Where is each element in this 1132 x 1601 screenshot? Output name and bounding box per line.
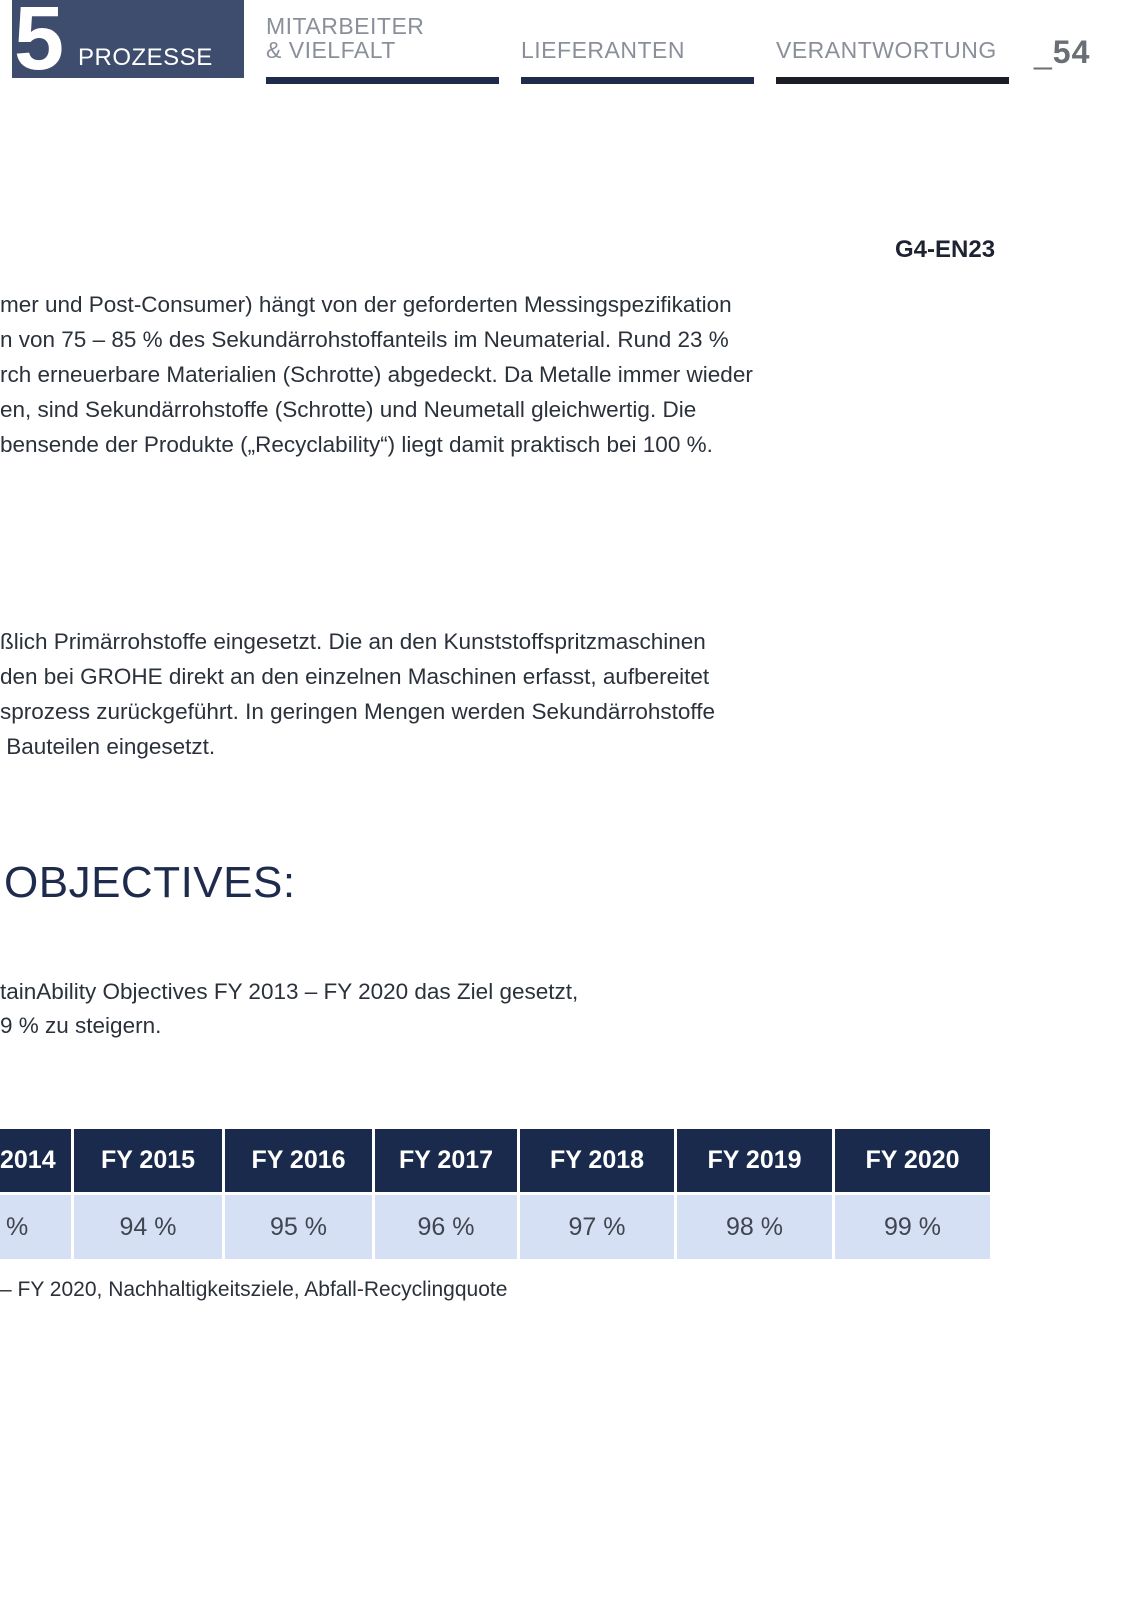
nav-tab-label-line2: & VIELFALT <box>266 37 396 63</box>
paragraph-kunststoff <box>0 624 715 764</box>
text-line: bensende der Produkte („Recyclability“) liegt damit praktisch bei 100 %. <box>0 432 713 457</box>
table-header-cell: FY 2017 <box>375 1129 517 1192</box>
table-cell: 94 % <box>74 1195 222 1259</box>
page-number <box>1034 34 1090 71</box>
nav-tab-underline <box>521 77 754 84</box>
table-header-cell: FY 2015 <box>74 1129 222 1192</box>
table-caption: – FY 2020, Nachhaltigkeitsziele, Abfall-Recyclingquote <box>0 1278 508 1301</box>
table-cell: 97 % <box>520 1195 674 1259</box>
text-line: sprozess zurückgeführt. In geringen Mengen werden Sekundärrohstoffe <box>0 699 716 724</box>
text-line: Bauteilen eingesetzt. <box>0 734 216 759</box>
section-heading: OBJECTIVES: <box>4 858 296 907</box>
table-header-row <box>0 1129 990 1192</box>
text-line: mer und Post-Consumer) hängt von der geforderten Messingspezifikation <box>0 292 732 317</box>
nav-tab-underline <box>266 77 499 84</box>
nav-tab-label-line1: MITARBEITER <box>266 13 425 39</box>
table-header-cell: FY 2020 <box>835 1129 990 1192</box>
table-header-cell: FY 2016 <box>225 1129 372 1192</box>
table-header-cell: FY 2019 <box>677 1129 832 1192</box>
table-row <box>0 1195 990 1259</box>
chapter-number: 5 <box>14 0 63 78</box>
text-line: den bei GROHE direkt an den einzelnen Maschinen erfasst, aufbereitet <box>0 664 710 689</box>
table-cell: 99 % <box>835 1195 990 1259</box>
page-number-value: 54 <box>1052 34 1091 70</box>
nav-tab-lieferanten[interactable] <box>521 38 754 84</box>
text-line: en, sind Sekundärrohstoffe (Schrotte) und Neumetall gleichwertig. Die <box>0 397 697 422</box>
gri-code: G4-EN23 <box>895 236 996 263</box>
nav-tab-underline <box>776 77 1009 84</box>
text-line: tainAbility Objectives FY 2013 – FY 2020 das Ziel gesetzt, <box>0 979 579 1004</box>
text-line: 9 % zu steigern. <box>0 1013 162 1038</box>
table-cell: 96 % <box>375 1195 517 1259</box>
table-cell: 98 % <box>677 1195 832 1259</box>
nav-tab-verantwortung[interactable] <box>776 38 1009 84</box>
page-number-prefix: _ <box>1034 34 1053 70</box>
table-cell: % <box>0 1195 71 1259</box>
nav-tab-mitarbeiter[interactable] <box>266 14 499 84</box>
objectives-table <box>0 1126 993 1262</box>
table-header-cell: 2014 <box>0 1129 71 1192</box>
table-header-cell: FY 2018 <box>520 1129 674 1192</box>
text-line: ßlich Primärrohstoffe eingesetzt. Die an den Kunststoffspritzmaschinen <box>0 629 706 654</box>
table-cell: 95 % <box>225 1195 372 1259</box>
text-line: n von 75 – 85 % des Sekundärrohstoffanteils im Neumaterial. Rund 23 % <box>0 327 729 352</box>
text-line: rch erneuerbare Materialien (Schrotte) abgedeckt. Da Metalle immer wieder <box>0 362 753 387</box>
paragraph-messing <box>0 287 753 462</box>
chapter-label: PROZESSE <box>78 44 213 71</box>
nav-tab-label: LIEFERANTEN <box>521 37 685 63</box>
nav-tab-label: VERANTWORTUNG <box>776 37 997 63</box>
chapter-tab-prozesse[interactable] <box>12 0 244 78</box>
paragraph-objectives <box>0 974 578 1042</box>
